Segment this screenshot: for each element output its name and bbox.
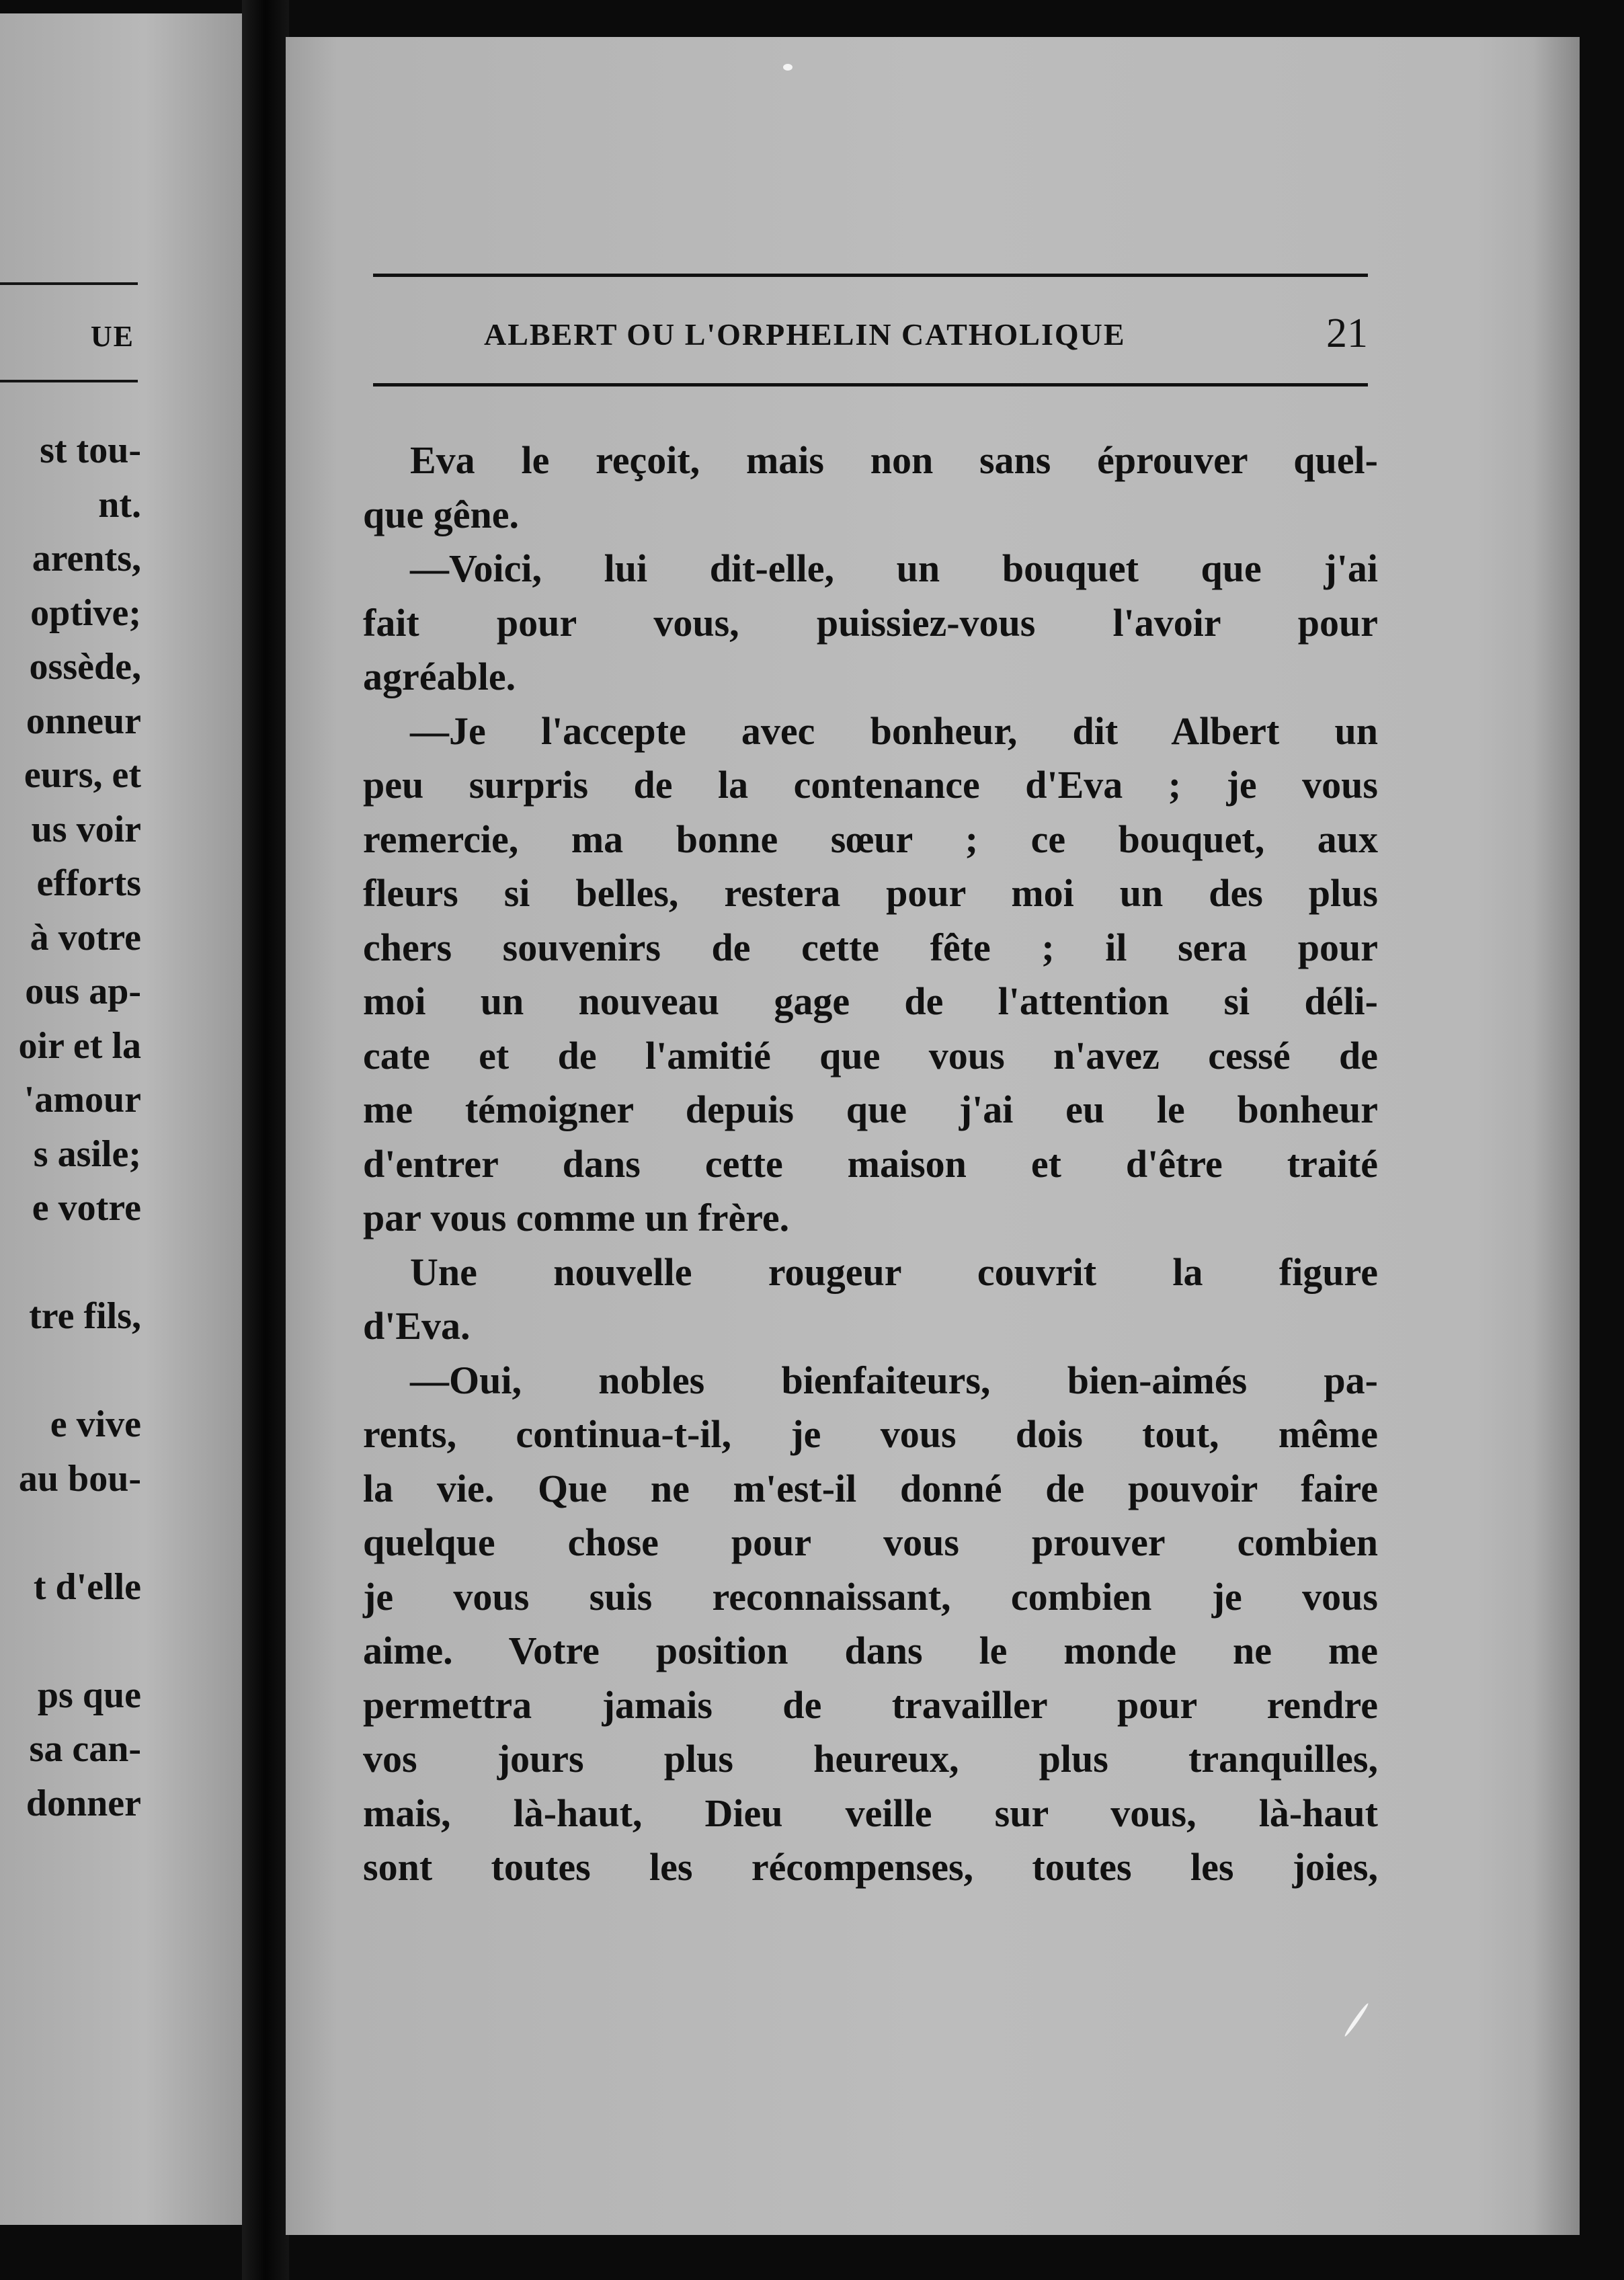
left-text-line: ous ap- <box>25 971 141 1012</box>
text-line: —Voici, lui dit-elle, un bouquet que j'ai <box>410 546 1378 590</box>
text-line: remercie, ma bonne sœur ; ce bouquet, aux <box>363 817 1378 861</box>
text-line: quelque chose pour vous prouver combien <box>363 1520 1378 1564</box>
left-text-line: 'amour <box>24 1079 141 1121</box>
left-text-line: efforts <box>36 862 141 904</box>
left-text-line: e votre <box>32 1187 141 1229</box>
text-line: peu surpris de la contenance d'Eva ; je vous <box>363 763 1378 807</box>
left-text-line: s asile; <box>33 1133 141 1175</box>
left-text-line: au bou- <box>18 1457 141 1500</box>
text-line: permettra jamais de travailler pour rendre <box>363 1682 1378 1727</box>
running-title: ALBERT OU L'ORPHELIN CATHOLIQUE <box>484 317 1126 352</box>
page <box>286 37 1580 2235</box>
left-text-line: donner <box>26 1782 141 1824</box>
left-text-line: nt. <box>98 483 141 526</box>
left-text-line: oir et la <box>18 1024 141 1067</box>
left-text-line: à votre <box>30 916 141 959</box>
page-edge-shadow <box>1533 37 1580 2235</box>
left-text-line: e vive <box>50 1403 141 1445</box>
left-text-line <box>0 1235 141 1290</box>
text-line: chers souvenirs de cette fête ; il sera pour <box>363 925 1378 969</box>
text-line: d'Eva. <box>363 1304 471 1348</box>
left-text-line <box>0 1506 141 1560</box>
running-head <box>373 306 1368 366</box>
facing-page-left <box>0 13 242 2225</box>
text-line: Eva le reçoit, mais non sans éprouver quel- <box>410 438 1378 482</box>
text-line: fait pour vous, puissiez-vous l'avoir pour <box>363 600 1378 645</box>
left-text-line: tre fils, <box>29 1295 141 1337</box>
text-line: Une nouvelle rougeur couvrit la figure <box>410 1250 1378 1294</box>
text-line: cate et de l'amitié que vous n'avez cessé de <box>363 1033 1378 1077</box>
page-number: 21 <box>1326 311 1368 356</box>
text-line: rents, continua-t-il, je vous dois tout, même <box>363 1412 1378 1456</box>
text-line: moi un nouveau gage de l'attention si déli- <box>363 979 1378 1023</box>
left-text-line: t d'elle <box>33 1565 141 1608</box>
text-line: sont toutes les récompenses, toutes les joies, <box>363 1845 1378 1889</box>
text-line: la vie. Que ne m'est-il donné de pouvoir faire <box>363 1466 1378 1510</box>
text-line: me témoigner depuis que j'ai eu le bonheur <box>363 1088 1378 1131</box>
text-line: aime. Votre position dans le monde ne me <box>363 1629 1378 1672</box>
left-header-rule-bottom <box>0 380 138 382</box>
left-text-line: us voir <box>31 808 141 850</box>
text-line: vos jours plus heureux, plus tranquilles, <box>363 1737 1378 1781</box>
text-line: —Je l'accepte avec bonheur, dit Albert un <box>410 708 1378 753</box>
text-line: d'entrer dans cette maison et d'être traité <box>363 1141 1378 1186</box>
text-line: agréable. <box>363 655 516 698</box>
text-line: fleurs si belles, restera pour moi un des plus <box>363 871 1378 915</box>
text-line: que gêne. <box>363 492 519 536</box>
left-text-line: sa can- <box>29 1728 141 1770</box>
left-text-line: onneur <box>26 700 141 742</box>
left-text-line: ps que <box>37 1674 141 1716</box>
left-text-line: eurs, et <box>24 754 141 796</box>
body-text <box>363 434 1378 1895</box>
left-text-line: arents, <box>32 538 141 579</box>
scratch-mark <box>1343 2002 1369 2038</box>
header-rule-top <box>373 274 1368 277</box>
text-line: par vous comme un frère. <box>363 1196 790 1239</box>
left-text-line: ossède, <box>29 646 141 688</box>
left-running-head-fragment: UE <box>90 320 134 353</box>
book-gutter <box>242 0 289 2280</box>
text-line: —Oui, nobles bienfaiteurs, bien-aimés pa- <box>410 1358 1378 1402</box>
text-line: mais, là-haut, Dieu veille sur vous, là-haut <box>363 1791 1378 1835</box>
left-text-line <box>0 1614 141 1668</box>
left-page-text-fragments <box>0 423 141 1830</box>
header-rule-bottom <box>373 383 1368 386</box>
left-text-line: optive; <box>30 592 141 634</box>
left-text-line <box>0 1344 141 1398</box>
text-line: je vous suis reconnaissant, combien je vous <box>363 1574 1378 1619</box>
left-header-rule-top <box>0 282 138 285</box>
left-text-line: st tou- <box>40 430 141 471</box>
dust-speck <box>783 64 793 71</box>
